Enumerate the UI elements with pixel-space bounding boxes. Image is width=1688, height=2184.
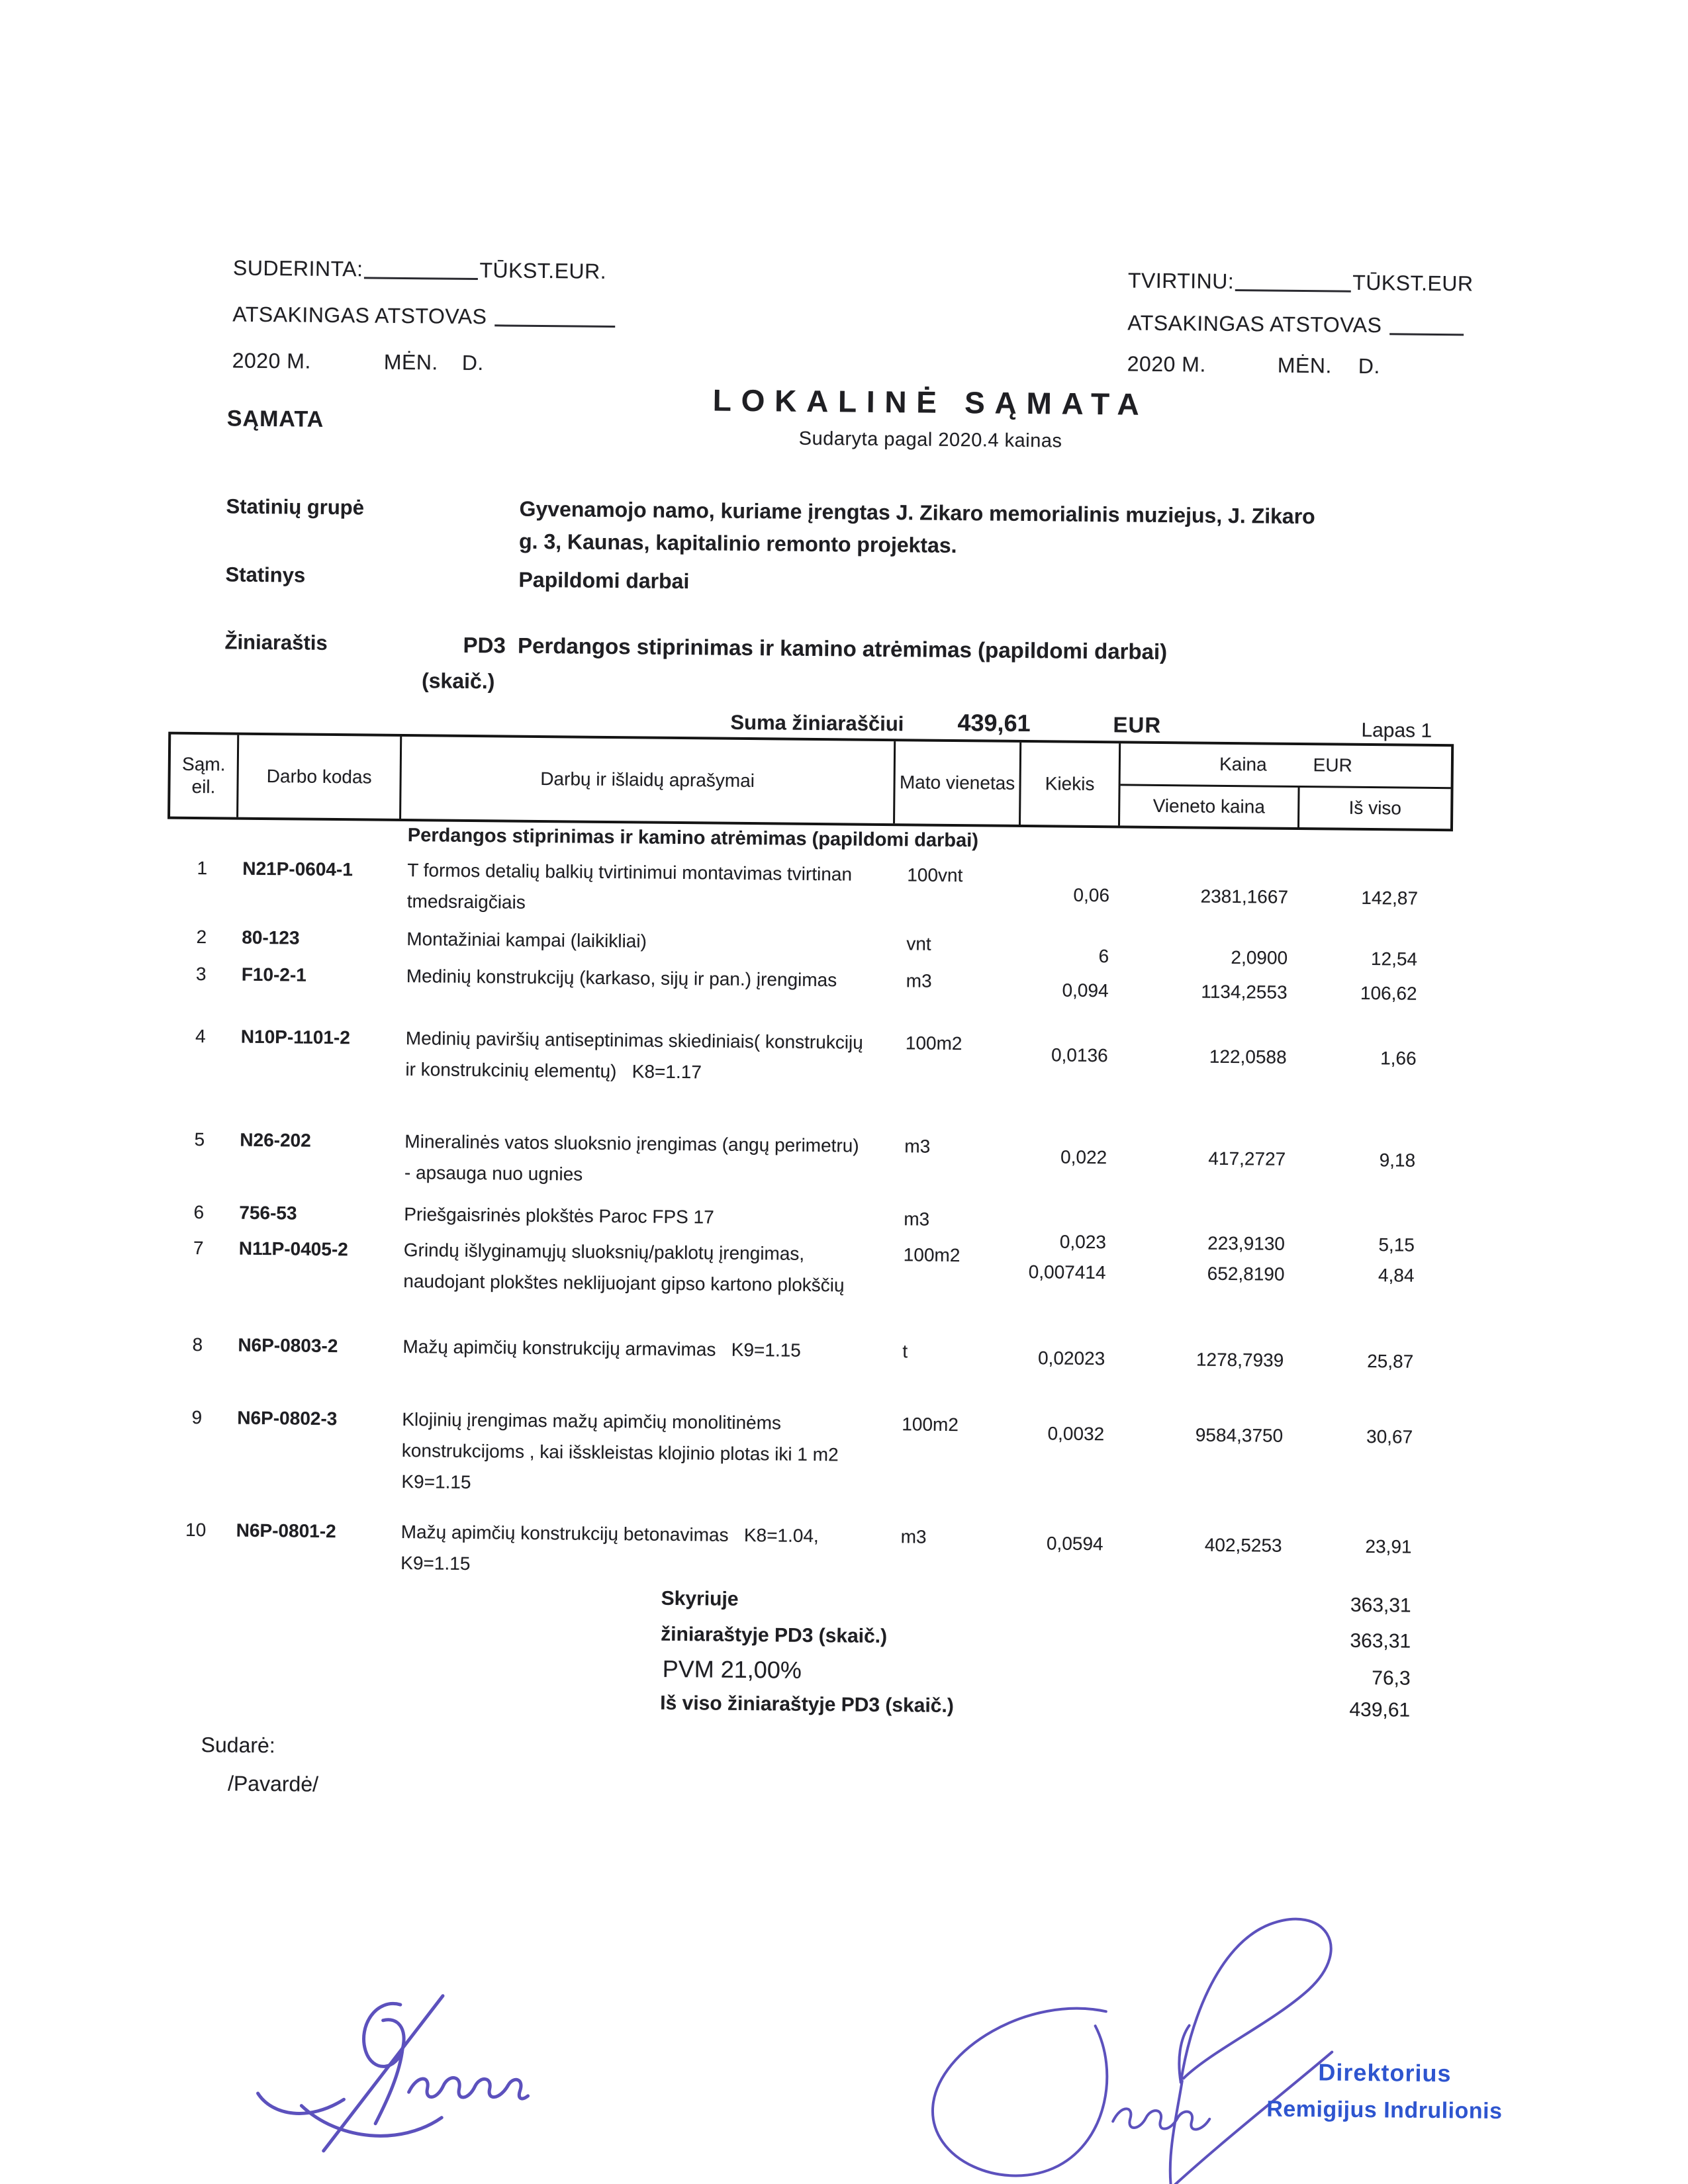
table-row [165,1021,1451,1095]
price-label: Kaina [1219,754,1267,775]
row-description: T formos detalių balkių tvirtinimui montavimas tvirtinan tmedsraigčiais [406,860,853,913]
row-description: Klojinių įrengimas mažų apimčių monolitinėms konstrukcijoms , kai išskleistas klojinio plotas iki 1 m2 K9=1.15 [401,1409,839,1493]
col-header-quantity: Kiekis [1021,743,1121,825]
summary-value: 363,31 [1350,1629,1411,1653]
row-unit: 100m2 [902,1414,959,1435]
row-unit-price: 402,5253 [1204,1534,1282,1556]
sheet-value: PD3 Perdangos stiprinimas ir kamino atrėmimas (papildomi darbai) [463,632,1168,664]
col-header-unit-price: Vieneto kaina [1120,786,1300,827]
row-quantity: 0,0136 [1051,1044,1108,1066]
summary-label: Skyriuje [661,1587,739,1610]
col-header-total: Iš viso [1348,797,1402,819]
month-label: MĖN. [383,349,438,375]
row-quantity: 0,023 [1059,1231,1107,1253]
row-code: N6P-0802-3 [237,1407,338,1430]
row-unit-price: 2381,1667 [1200,886,1289,907]
representative-line [1127,310,1473,355]
row-number: 9 [191,1406,203,1428]
row-total: 4,84 [1378,1265,1415,1286]
col-header-price [1121,743,1452,788]
section-title: Perdangos stiprinimas ir kamino atrėmimas (papildomi darbai) [407,825,979,852]
table-row [160,1514,1446,1589]
page-number: Lapas 1 [1361,719,1432,742]
header-left-block [232,256,617,399]
col-header-number-line1: Sąm. [182,753,226,775]
col-header-unit: Mato vienetas [895,741,1021,825]
row-number: 6 [193,1202,205,1223]
day-label: D. [461,350,484,375]
row-quantity: 0,094 [1062,979,1109,1001]
row-unit: m3 [904,1136,931,1157]
row-unit-price: 9584,3750 [1195,1424,1284,1446]
row-unit-price: 122,0588 [1209,1046,1287,1068]
row-unit-price: 417,2727 [1208,1148,1286,1169]
row-unit-price: 223,9130 [1207,1232,1286,1254]
col-header-code: Darbo kodas [238,735,402,819]
row-description: Mažų apimčių konstrukcijų betonavimas K8=1.04, K9=1.15 [400,1522,819,1574]
row-number: 7 [193,1238,204,1259]
row-code: N10P-1101-2 [240,1026,351,1048]
building-value: Papildomi darbai [518,567,690,594]
samata-label: SĄMATA [226,406,324,432]
row-code: N6P-0803-2 [238,1334,338,1357]
row-total: 30,67 [1366,1426,1413,1447]
col-header-description: Darbų ir išlaidų aprašymai [401,737,896,823]
year-label: 2020 M. [232,348,311,373]
month-label: MĖN. [1277,353,1332,378]
fill-in-line [494,322,615,328]
row-quantity: 6 [1098,946,1109,967]
page-subtitle: Sudaryta pagal 2020.4 kainas [798,428,1062,452]
day-label: D. [1358,353,1380,379]
approve-line [1127,268,1473,314]
right-signature-ink [894,1886,1406,2184]
year-label: 2020 M. [1127,351,1207,377]
title-block [659,382,1202,454]
summary-label: žiniaraštyje PD3 (skaič.) [661,1623,888,1648]
row-description: Mažų apimčių konstrukcijų armavimas K9=1.15 [402,1336,801,1361]
row-quantity: 0,0594 [1046,1533,1103,1555]
agreed-label: SUDERINTA: [232,255,363,281]
row-total: 142,87 [1361,887,1419,909]
representative-label: ATSAKINGAS ATSTOVAS [232,302,487,329]
row-description: Grindų išlyginamųjų sluoksnių/paklotų įrengimas, naudojant plokštes neklijuojant gipso kartono plokščių [403,1240,845,1296]
sheet-label: Žiniaraštis [224,630,328,655]
row-code: N6P-0801-2 [236,1520,336,1542]
row-total: 12,54 [1370,948,1418,970]
summary-value: 439,61 [1349,1698,1411,1721]
row-code: N21P-0604-1 [242,858,353,880]
row-code: 756-53 [239,1202,297,1224]
row-total: 5,15 [1378,1234,1415,1255]
row-code: 80-123 [242,927,300,948]
row-description: Mineralinės vatos sluoksnio įrengimas (angų perimetru) - apsauga nuo ugnies [404,1131,859,1185]
date-line [232,349,616,399]
summary-value: 363,31 [1350,1594,1411,1617]
row-number: 4 [195,1026,206,1047]
row-quantity: 0,02023 [1037,1347,1105,1369]
row-code: F10-2-1 [241,964,306,985]
sum-label: Suma žiniaraščiui [730,710,904,736]
row-total: 23,91 [1365,1536,1412,1557]
row-unit: m3 [900,1526,927,1547]
page-title: LOKALINĖ SĄMATA [712,383,1149,422]
currency-label: TŪKST.EUR. [479,258,607,283]
table-row [167,852,1453,927]
summary-label: PVM 21,00% [662,1655,802,1684]
row-quantity: 0,06 [1073,884,1110,906]
row-number: 2 [196,927,207,948]
estimate-table-header [167,732,1454,832]
group-label: Statinių grupė [226,494,365,520]
approve-label: TVIRTINU: [1127,268,1235,294]
summary-row-grand-total [159,1688,1444,1733]
row-unit: m3 [906,970,932,991]
row-number: 8 [192,1334,203,1355]
row-unit-price: 2,0900 [1231,947,1288,968]
row-number: 10 [185,1519,207,1541]
row-quantity: 0,0032 [1047,1423,1105,1445]
row-total: 25,87 [1367,1351,1414,1372]
row-unit: 100m2 [903,1244,961,1266]
col-header-number [170,735,239,817]
fill-in-line [1389,330,1464,336]
row-unit-price: 1134,2553 [1201,981,1288,1003]
stamp-name: Remigijus Indrulionis [1266,2096,1503,2124]
row-unit: 100m2 [905,1032,962,1054]
price-currency-label: EUR [1313,754,1352,776]
row-description: Montažiniai kampai (laikikliai) [406,929,647,952]
row-code: N11P-0405-2 [238,1238,348,1260]
col-header-price-group [1120,743,1451,829]
table-row [162,1329,1448,1378]
header-right-block [1127,268,1474,401]
row-description: Medinių paviršių antiseptinimas skiediniais( konstrukcijų ir konstrukcinių elementų) K8=1.17 [405,1028,863,1083]
director-stamp [1225,2058,1544,2125]
row-number: 5 [194,1129,205,1150]
row-number: 1 [197,858,208,879]
sum-value: 439,61 [957,709,1031,737]
row-number: 3 [195,964,207,985]
left-signature-ink [246,1986,671,2162]
row-quantity: 0,022 [1060,1146,1107,1168]
representative-label: ATSAKINGAS ATSTOVAS [1127,310,1382,338]
row-unit: 100vnt [907,864,963,886]
made-by-label: Sudarė: [201,1733,275,1758]
row-unit: vnt [906,933,931,954]
row-quantity: 0,007414 [1028,1261,1106,1283]
row-unit-price: 652,8190 [1207,1263,1285,1285]
sheet-value-note: (skaič.) [421,668,495,694]
row-unit: t [902,1341,908,1362]
row-total: 1,66 [1380,1048,1417,1069]
building-label: Statinys [225,563,306,587]
row-description: Priešgaisrinės plokštės Paroc FPS 17 [404,1204,714,1228]
fill-in-line [364,274,478,280]
table-row [163,1232,1449,1307]
summary-value: 76,3 [1372,1667,1411,1690]
table-row [161,1402,1447,1508]
summary-label: Iš viso žiniaraštyje PD3 (skaič.) [660,1692,954,1717]
representative-line [232,302,616,353]
surname-placeholder: /Pavardė/ [227,1771,319,1796]
row-total: 106,62 [1360,982,1417,1004]
agreed-line [233,256,617,306]
row-total: 9,18 [1379,1150,1416,1171]
col-header-number-line2: eil. [191,776,216,797]
stamp-title: Direktorius [1318,2058,1452,2087]
row-unit: m3 [904,1208,930,1230]
group-value: Gyvenamojo namo, kuriame įrengtas J. Zikaro memorialinis muziejus, J. Zikaro g. 3, Kaunas, kapitalinio remonto projektas. [518,496,1315,558]
sum-currency: EUR [1113,712,1162,737]
currency-label: TŪKST.EUR [1352,270,1474,296]
table-row [164,1124,1450,1199]
row-description: Medinių konstrukcijų (karkaso, sijų ir pan.) įrengimas [406,966,837,991]
row-unit-price: 1278,7939 [1196,1349,1284,1371]
fill-in-line [1235,287,1351,293]
row-code: N26-202 [240,1129,311,1151]
